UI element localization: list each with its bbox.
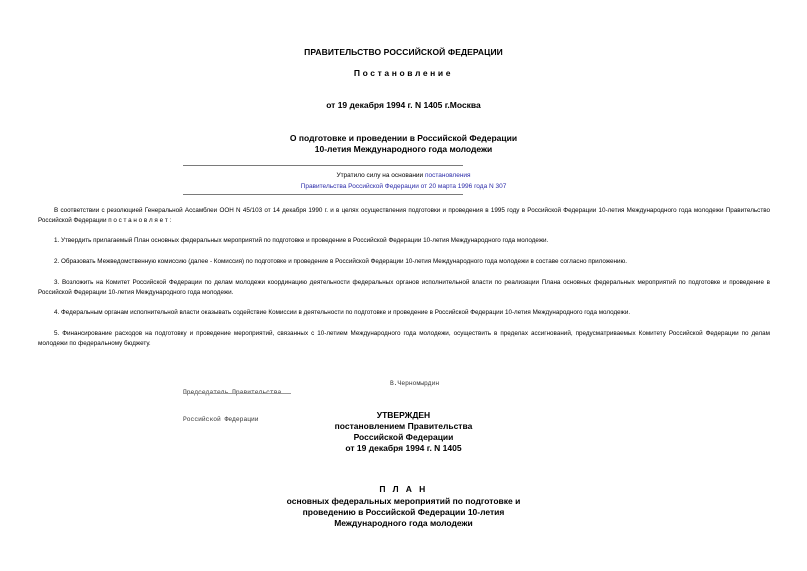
body-paragraph-item-4: 4. Федеральным органам исполнительной власти оказывать содействие Комиссии в деятельности по подготовке и проведение в Российской Федерации 10-летия Международного года молодежи. (54, 309, 631, 316)
plan-title: П Л А Н (379, 484, 428, 494)
government-heading: ПРАВИТЕЛЬСТВО РОССИЙСКОЙ ФЕДЕРАЦИИ (304, 47, 503, 57)
body-paragraph-item-1: 1. Утвердить прилагаемый План основных федеральных мероприятий по подготовке и проведение в Российской Федерации 10-летия Международного года молодежи. (54, 237, 549, 244)
repeal-note-line-2 (0, 182, 807, 193)
signatory-title-line-2: Российской Федерации (183, 416, 259, 423)
body-paragraph-item-2: 2. Образовать Межведомственную комиссию (далее - Комиссия) по подготовке и проведение в Российской Федерации 10-летия Международного года молодежи в составе согласно приложению. (54, 258, 627, 265)
approval-line-4: от 19 декабря 1994 г. N 1405 (345, 443, 462, 453)
approval-line-3: Российской Федерации (353, 432, 454, 442)
document-title-line-2: 10-летия Международного года молодежи (314, 144, 493, 154)
body-paragraph-preamble: В соответствии с резолюцией Генеральной Ассамблеи ООН N 45/103 от 14 декабря 1990 г. и в целях осуществления подготовки и проведения в 1995 году в Российской Федерации 10-летия Международного года молодежи Правительство Российской Федерации п о с т а н о в л я е т : (38, 207, 770, 224)
approval-block (0, 410, 807, 454)
approval-line-1: УТВЕРЖДЕН (376, 410, 431, 420)
document-date-number: от 19 декабря 1994 г. N 1405 г.Москва (326, 100, 481, 110)
approval-line-2: постановлением Правительства (334, 421, 473, 431)
signature-divider (183, 393, 291, 394)
note-bottom-divider (183, 194, 463, 195)
document-type: Постановление (353, 68, 454, 78)
signatory-name: В.Черномырдин (390, 380, 440, 387)
note-top-divider (183, 165, 463, 166)
signatory-title-line-1: Председатель Правительства (183, 389, 282, 396)
plan-subtitle-line-3: Международного года молодежи (334, 518, 473, 528)
plan-subtitle (0, 496, 807, 529)
document-title-line-1: О подготовке и проведении в Российской Федерации (289, 133, 518, 143)
repeal-note-line-1 (0, 171, 807, 182)
repeal-link-resolution[interactable]: постановления (425, 172, 471, 179)
plan-subtitle-line-2: проведению в Российской Федерации 10-летия (302, 507, 505, 517)
document-title (0, 133, 807, 155)
repeal-note (0, 171, 807, 192)
body-paragraph-item-5: 5. Финансирование расходов на подготовку и проведение мероприятий, связанных с 10-летием Международного года молодежи, осуществить в пределах ассигнований, предусматриваемых Комитету Российской Федерации по делам молодежи по федеральному бюджету. (38, 330, 770, 347)
repeal-link-government[interactable]: Правительства Российской Федерации от 20 марта 1996 года N 307 (300, 182, 507, 190)
repeal-note-prefix: Утратило силу на основании (336, 172, 425, 179)
body-paragraph-item-3: 3. Возложить на Комитет Российской Федерации по делам молодежи координацию деятельности федеральных органов исполнительной власти по реализации Плана основных федеральных мероприятий по подготовке и проведение в Российской Федерации 10-летия Международного года молодежи. (38, 279, 770, 296)
plan-subtitle-line-1: основных федеральных мероприятий по подготовке и (286, 496, 521, 506)
